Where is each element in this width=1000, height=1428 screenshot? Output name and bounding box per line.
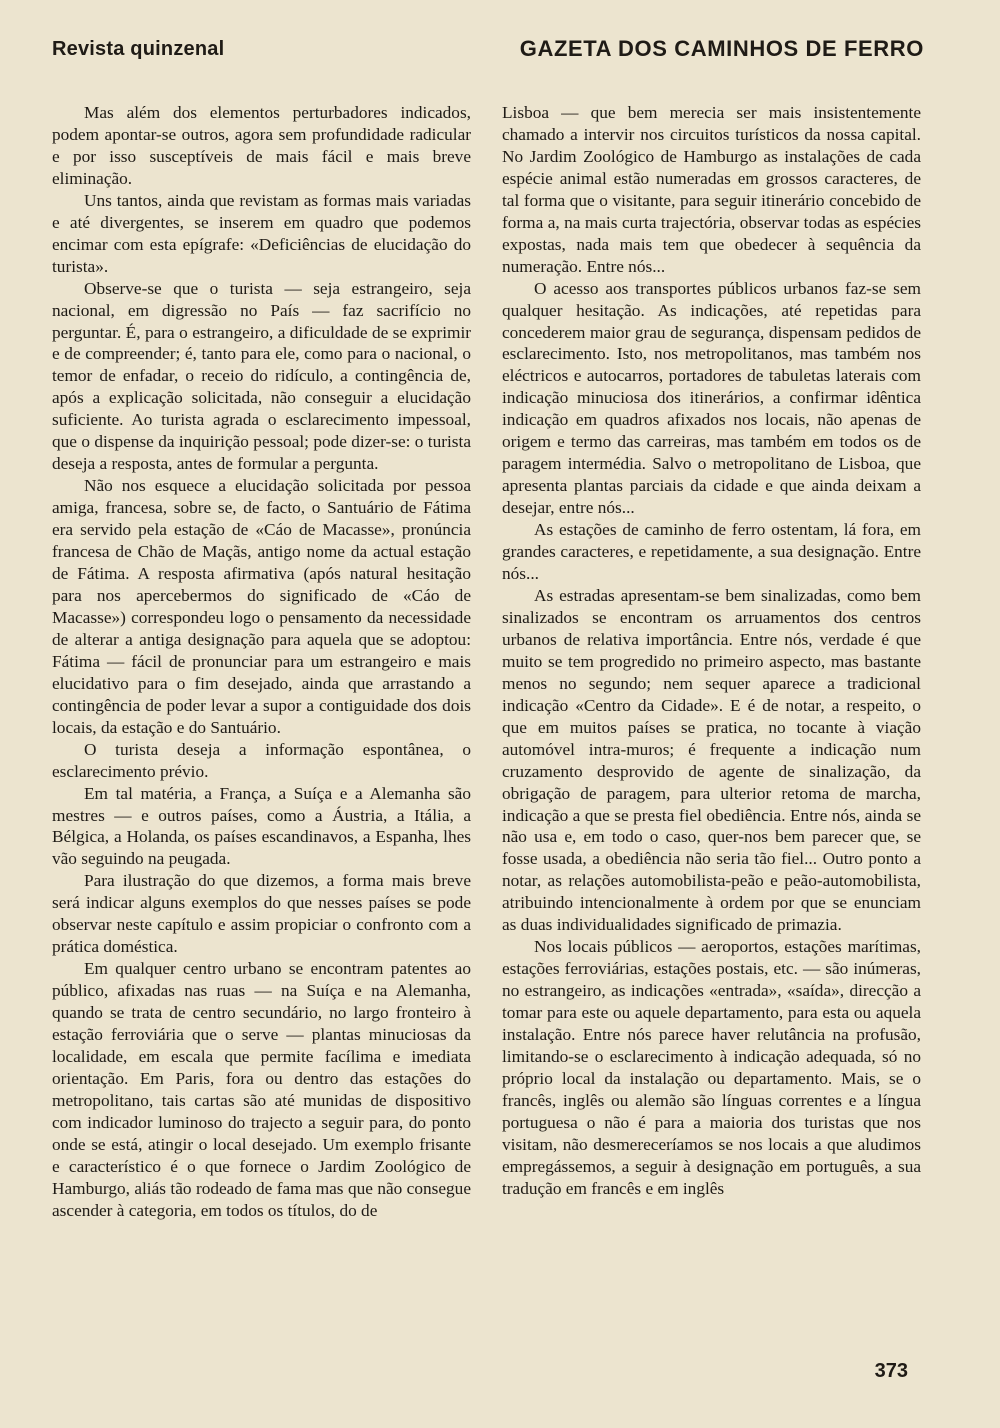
page-number: 373 <box>874 1360 908 1382</box>
paragraph: Em qualquer centro urbano se encontram patentes ao público, afixadas nas ruas — na Suíça e na Alemanha, quando se trata de centro secundário, no largo fronteiro à estação ferroviária que o serve — plantas minuciosas da localidade, em escala que permite facílima e imediata orientação. Em Paris, fora ou dentro das estações do metropolitano, tais cartas são até munidas de dispositivo com indicador luminoso do trajecto a seguir para, do ponto onde se está, atingir o local desejado. Um exemplo frisante e característico é o que fornece o Jardim Zoológico de Hamburgo, aliás tão rodeado de fama mas que não consegue ascender à categoria, em todos os títulos, do de <box>52 959 471 1220</box>
paragraph: O acesso aos transportes públicos urbanos faz-se sem qualquer hesitação. As indicações, até repetidas para concederem maior grau de segurança, dispensam pedidos de esclarecimento. Isto, nos metropolitanos, mas também nos eléctricos e autocarros, portadores de tabuletas laterais com indicação minuciosa dos itinerários, a confirmar idêntica indicação em quadros afixados nos locais, não apenas de origem e termo das carreiras, mas também em todos os de paragem intermédia. Salvo o metropolitano de Lisboa, que apresenta plantas parciais da cidade e que ainda deixam a desejar, entre nós... <box>502 278 921 518</box>
paragraph-continuation: Lisboa — que bem merecia ser mais insistentemente chamado a intervir nos circuitos turísticos da nossa capital. No Jardim Zoológico de Hamburgo as instalações de cada espécie animal estão numeradas em grossos caracteres, de tal forma que o visitante, para seguir itinerário concebido de forma a, na mais curta trajectória, observar todas as espécies expostas, nada mais tem que obedecer à sequência da numeração. Entre nós... <box>502 103 921 276</box>
paragraph: O turista deseja a informação espontânea, o esclarecimento prévio. <box>52 739 471 781</box>
paragraph: Nos locais públicos — aeroportos, estações marítimas, estações ferroviárias, estações postais, etc. — são inúmeras, no estrangeiro, as indicações «entrada», «saída», direcção a tomar para este ou aquele departamento, para esta ou aquela instalação. Entre nós parece haver relutância na profusão, limitando-se o esclarecimento à indicação adequada, só no próprio local da instalação ou departamento. Mais, se o francês, inglês ou alemão são línguas correntes e a língua portuguesa o não é para a maioria dos turistas que nos visitam, não desmereceríamos se nos locais a que aludimos empregássemos, a seguir à designação em português, a sua tradução em francês e em inglês <box>502 937 921 1198</box>
left-column <box>52 102 471 1222</box>
paragraph: As estações de caminho de ferro ostentam, lá fora, em grandes caracteres, e repetidamente, a sua designação. Entre nós... <box>502 520 921 584</box>
paragraph: Uns tantos, ainda que revistam as formas mais variadas e até divergentes, se inserem em quadro que podemos encimar com esta epígrafe: «Deficiências de elucidação do turista». <box>52 190 471 276</box>
running-header-left: Revista quinzenal <box>52 38 225 60</box>
paragraph: Para ilustração do que dizemos, a forma mais breve será indicar alguns exemplos do que nesses países se pode observar neste capítulo e assim propiciar o confronto com a prática doméstica. <box>52 871 471 957</box>
paragraph: Observe-se que o turista — seja estrangeiro, seja nacional, em digressão no País — faz sacrifício no perguntar. É, para o estrangeiro, a dificuldade de se exprimir e de compreender; é, tanto para ele, como para o nacional, o temor de enfadar, o receio do ridículo, a contingência de, após a explicação solicitada, não conseguir a elucidação suficiente. Ao turista agrada o esclarecimento impessoal, que o dispense da inquirição pessoal; pode dizer-se: o turista deseja a resposta, antes de formular a pergunta. <box>52 278 471 474</box>
right-column <box>502 102 921 1200</box>
paragraph: Em tal matéria, a França, a Suíça e a Alemanha são mestres — e outros países, como a Áustria, a Itália, a Bélgica, a Holanda, os países escandinavos, a Espanha, lhes vão seguindo na peugada. <box>52 783 471 869</box>
running-header-title: GAZETA DOS CAMINHOS DE FERRO <box>519 36 924 61</box>
paragraph: As estradas apresentam-se bem sinalizadas, como bem sinalizados se encontram os arruamentos dos centros urbanos de relativa importância. Entre nós, verdade é que muito se tem progredido no primeiro aspecto, mas bastante menos no segundo; nem sequer aparece a tradicional indicação «Centro da Cidade». E é de notar, a respeito, o que em muitos países se pratica, no tocante à viação automóvel intra-muros; é frequente a indicação num cruzamento desprovido de agente de sinalização, da obrigação de paragem, para ulterior retoma de marcha, indicação a que se presta fiel obediência. Entre nós, ainda se não usa e, em todo o caso, quer-nos bem parecer que, se fosse usada, a obediência não seria tão fiel... Outro ponto a notar, as relações automobilista-peão e peão-automobilista, atribuindo intencionalmente à ordem por que se enunciam as duas individualidades significado de primazia. <box>502 585 921 935</box>
paragraph: Não nos esquece a elucidação solicitada por pessoa amiga, francesa, sobre se, de facto, o Santuário de Fátima era servido pela estação de «Cáo de Macasse», pronúncia francesa de Chão de Maçãs, antigo nome da actual estação de Fátima. A resposta afirmativa (após natural hesitação para nos apercebermos do significado de «Cáo de Macasse») correspondeu logo o pensamento da necessidade de alterar a antiga designação para aquela que se adoptou: Fátima — fácil de pronunciar para um estrangeiro e mais elucidativo para o fim desejado, ainda que arrastando a contingência de poder levar a supor a contiguidade dos dois locais, da estação e do Santuário. <box>52 476 471 737</box>
paragraph: Mas além dos elementos perturbadores indicados, podem apontar-se outros, agora sem profundidade radicular e por isso susceptíveis de mais fácil e mais breve eliminação. <box>52 103 471 188</box>
